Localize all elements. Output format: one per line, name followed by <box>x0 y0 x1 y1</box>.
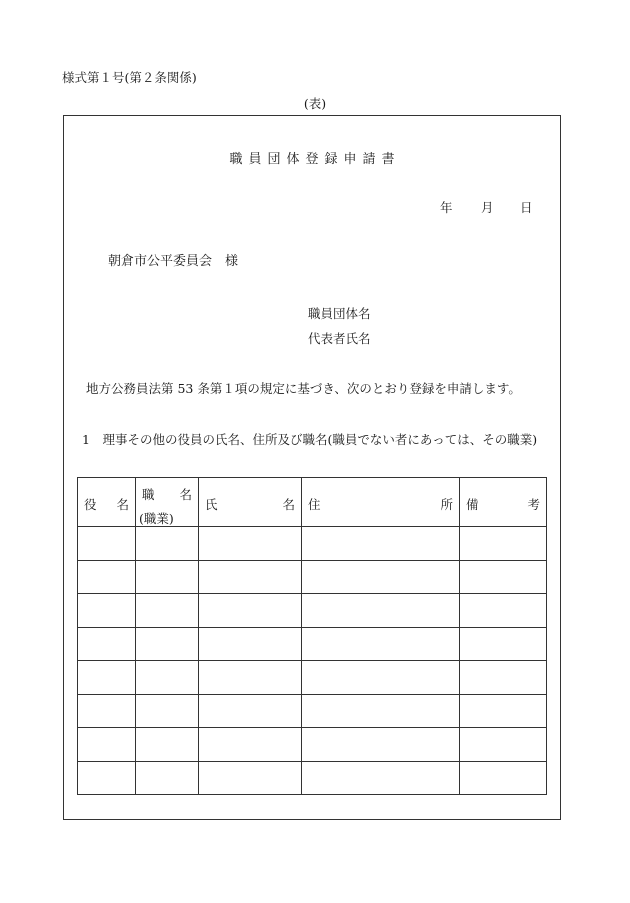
table-cell[interactable] <box>302 728 460 762</box>
col-header-position: 職 名 (職業) <box>136 478 199 527</box>
table-cell[interactable] <box>199 761 302 795</box>
table-cell[interactable] <box>199 594 302 628</box>
table-cell[interactable] <box>460 560 547 594</box>
table-cell[interactable] <box>302 527 460 561</box>
table-cell[interactable] <box>78 694 136 728</box>
table-cell[interactable] <box>460 527 547 561</box>
officers-table-body <box>78 527 547 795</box>
col-header-role: 役 名 <box>78 478 136 527</box>
section-item-1: 1 理事その他の役員の氏名、住所及び職名(職員でない者にあっては、その職業) <box>82 432 538 447</box>
intro-text: 地方公務員法第 53 条第１項の規定に基づき、次のとおり登録を申請します。 <box>86 381 521 396</box>
table-cell[interactable] <box>136 694 199 728</box>
table-cell[interactable] <box>78 728 136 762</box>
table-cell[interactable] <box>78 627 136 661</box>
table-row <box>78 527 547 561</box>
col-header-name: 氏 名 <box>199 478 302 527</box>
table-cell[interactable] <box>302 661 460 695</box>
date-day-label: 日 <box>520 200 533 215</box>
rep-name-label: 代表者氏名 <box>308 331 371 346</box>
table-cell[interactable] <box>460 661 547 695</box>
table-row <box>78 761 547 795</box>
table-cell[interactable] <box>460 761 547 795</box>
table-cell[interactable] <box>136 594 199 628</box>
table-cell[interactable] <box>199 661 302 695</box>
table-cell[interactable] <box>78 761 136 795</box>
table-cell[interactable] <box>460 594 547 628</box>
table-cell[interactable] <box>78 661 136 695</box>
table-cell[interactable] <box>460 627 547 661</box>
table-cell[interactable] <box>136 627 199 661</box>
table-row <box>78 627 547 661</box>
table-row <box>78 694 547 728</box>
table-cell[interactable] <box>136 728 199 762</box>
table-row <box>78 560 547 594</box>
table-cell[interactable] <box>199 560 302 594</box>
table-cell[interactable] <box>302 594 460 628</box>
table-cell[interactable] <box>199 627 302 661</box>
table-cell[interactable] <box>136 560 199 594</box>
date-month-label: 月 <box>481 200 494 215</box>
table-cell[interactable] <box>302 694 460 728</box>
table-cell[interactable] <box>199 527 302 561</box>
table-cell[interactable] <box>302 560 460 594</box>
table-cell[interactable] <box>460 694 547 728</box>
table-cell[interactable] <box>460 728 547 762</box>
col-header-address: 住 所 <box>302 478 460 527</box>
table-cell[interactable] <box>302 761 460 795</box>
table-cell[interactable] <box>136 661 199 695</box>
addressee: 朝倉市公平委員会 様 <box>108 254 239 269</box>
table-cell[interactable] <box>136 527 199 561</box>
form-number: 様式第１号(第２条関係) <box>62 70 197 85</box>
table-cell[interactable] <box>78 527 136 561</box>
table-row <box>78 661 547 695</box>
org-name-label: 職員団体名 <box>308 306 371 321</box>
table-header-row <box>78 478 547 527</box>
officers-table <box>77 477 547 795</box>
col-header-remarks: 備 考 <box>460 478 547 527</box>
table-cell[interactable] <box>78 560 136 594</box>
table-cell[interactable] <box>199 728 302 762</box>
date-year-label: 年 <box>440 200 453 215</box>
table-cell[interactable] <box>199 694 302 728</box>
document-title: 職員団体登録申請書 <box>229 152 401 167</box>
side-label: (表) <box>303 96 327 111</box>
table-row <box>78 594 547 628</box>
table-cell[interactable] <box>136 761 199 795</box>
table-cell[interactable] <box>78 594 136 628</box>
table-cell[interactable] <box>302 627 460 661</box>
table-row <box>78 728 547 762</box>
